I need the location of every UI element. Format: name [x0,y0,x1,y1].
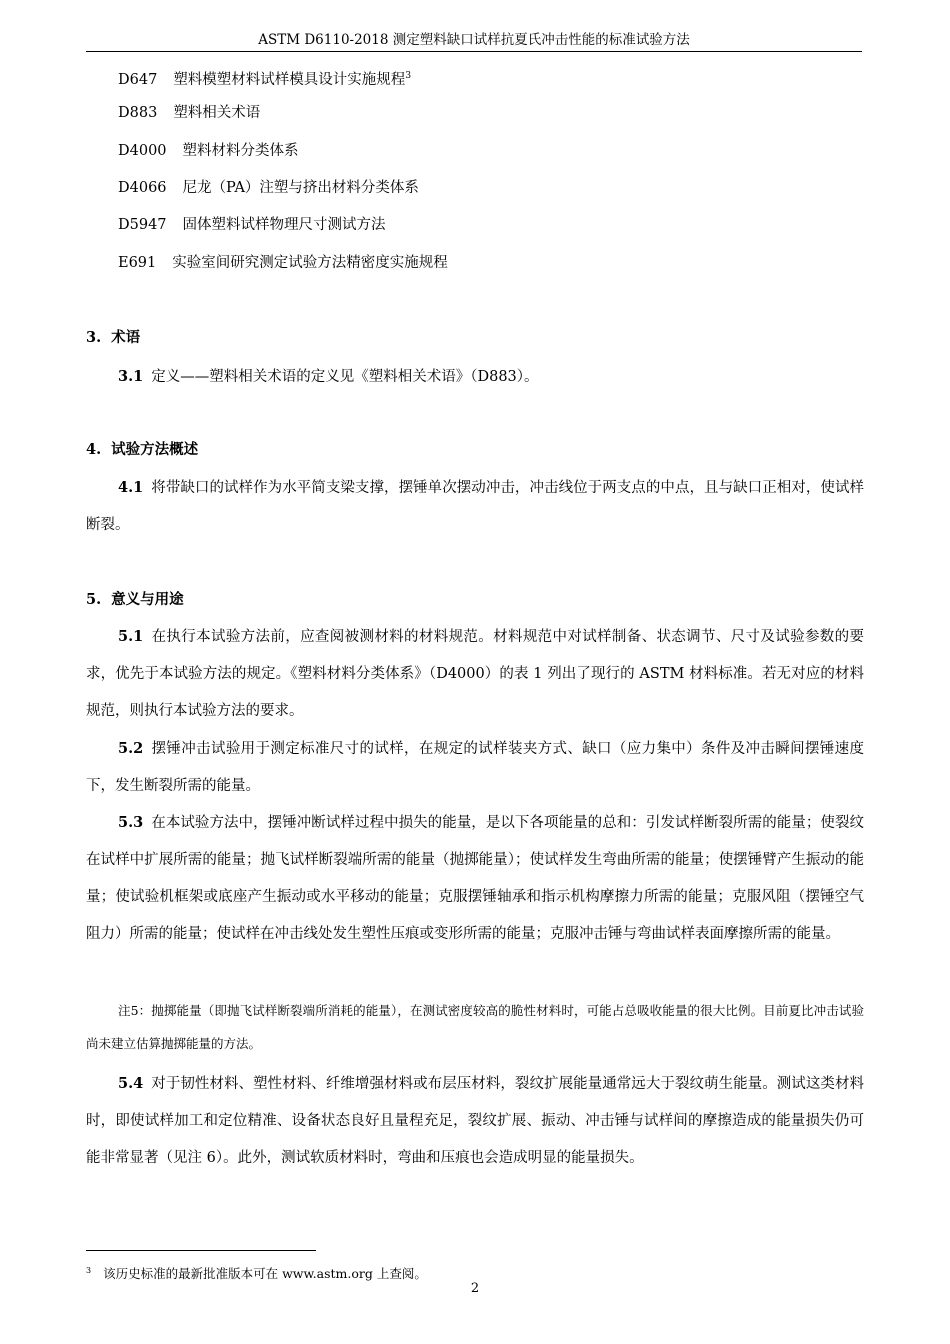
reference-item [118,177,419,199]
paragraph-5-1 [86,618,864,730]
reference-title: 塑料模塑材料试样模具设计实施规程 [173,72,406,88]
section-heading-summary [86,439,198,461]
footnote-rule [86,1250,316,1251]
section-number: 3. [86,329,102,346]
reference-item [118,252,448,274]
section-heading-significance [86,589,184,611]
paragraph-4-1 [86,469,864,544]
reference-title: 固体塑料试样物理尺寸测试方法 [182,217,386,233]
paragraph-5-2 [86,730,864,805]
reference-title: 尼龙（PA）注塑与挤出材料分类体系 [182,180,419,196]
section-heading-terminology [86,327,140,349]
reference-item [118,140,299,162]
reference-code: E691 [118,255,157,271]
reference-item [118,65,411,91]
reference-item [118,214,386,236]
reference-title: 塑料相关术语 [173,105,261,121]
running-header: ASTM D6110-2018 测定塑料缺口试样抗夏氏冲击性能的标准试验方法 [258,32,690,48]
paragraph-number: 5.2 [118,740,144,757]
note-5: 注5：抛掷能量（即抛飞试样断裂端所消耗的能量），在测试密度较高的脆性材料时，可能占总吸收能量的很大比例。目前夏比冲击试验尚未建立估算抛掷能量的方法。 [86,1003,864,1051]
footnote-number: 3 [86,1266,92,1275]
section-title: 意义与用途 [111,591,184,608]
paragraph-text: 对于韧性材料、塑性材料、纤维增强材料或布层压材料，裂纹扩展能量通常远大于裂纹萌生能量。测试这类材料时，即使试样加工和定位精准、设备状态良好且量程充足，裂纹扩展、振动、冲击锤与试样间的摩擦造成的能量损失仍可能非常显著（见注 6）。此外，测试软质材料时，弯曲和压痕也会造成明显的能量损失。 [86,1076,864,1166]
section-number: 5. [86,591,102,608]
reference-code: D4066 [118,180,167,196]
page-number: 2 [470,1281,480,1296]
footnote-text: 该历史标准的最新批准版本可在 www.astm.org 上查阅。 [103,1266,427,1281]
paragraph-number: 4.1 [118,479,144,496]
section-title: 试验方法概述 [111,441,199,458]
paragraph-text: 在本试验方法中，摆锤冲断试样过程中损失的能量，是以下各项能量的总和：引发试样断裂所需的能量；使裂纹在试样中扩展所需的能量；抛飞试样断裂端所需的能量（抛掷能量）；使试样发生弯曲所需的能量；使摆锤臂产生振动的能量；使试验机框架或底座产生振动或水平移动的能量；克服摆锤轴承和指示机构摩擦力所需的能量；克服风阻（摆锤空气阻力）所需的能量；使试样在冲击线处发生塑性压痕或变形所需的能量；克服冲击锤与弯曲试样表面摩擦所需的能量。 [86,815,864,942]
paragraph-number: 5.4 [118,1075,144,1092]
paragraph-number: 5.1 [118,628,144,645]
reference-item [118,102,260,124]
reference-code: D883 [118,105,158,121]
paragraph-number: 5.3 [118,814,144,831]
reference-title: 塑料材料分类体系 [182,143,299,159]
reference-code: D5947 [118,217,167,233]
paragraph-text: 将带缺口的试样作为水平简支梁支撑，摆锤单次摆动冲击，冲击线位于两支点的中点，且与缺口正相对，使试样断裂。 [86,480,864,533]
reference-code: D647 [118,72,158,88]
paragraph-5-3 [86,804,864,953]
paragraph-5-4 [86,1065,864,1177]
section-title: 术语 [111,329,141,346]
section-number: 4. [86,441,102,458]
reference-title: 实验室间研究测定试验方法精密度实施规程 [172,255,448,271]
header-rule [86,51,862,52]
paragraph-text: 在执行本试验方法前，应查阅被测材料的材料规范。材料规范中对试样制备、状态调节、尺寸及试验参数的要求，优先于本试验方法的规定。《塑料材料分类体系》（D4000）的表 1 列出了现行的 ASTM 材料标准。若无对应的材料规范，则执行本试验方法的要求。 [86,629,864,719]
reference-code: D4000 [118,143,167,159]
footnote-marker: 3 [405,71,412,81]
paragraph-3-1 [86,358,864,396]
paragraph-text: 摆锤冲击试验用于测定标准尺寸的试样，在规定的试样装夹方式、缺口（应力集中）条件及冲击瞬间摆锤速度下，发生断裂所需的能量。 [86,741,864,794]
paragraph-text: 定义——塑料相关术语的定义见《塑料相关术语》（D883）。 [151,369,539,385]
paragraph-number: 3.1 [118,368,144,385]
